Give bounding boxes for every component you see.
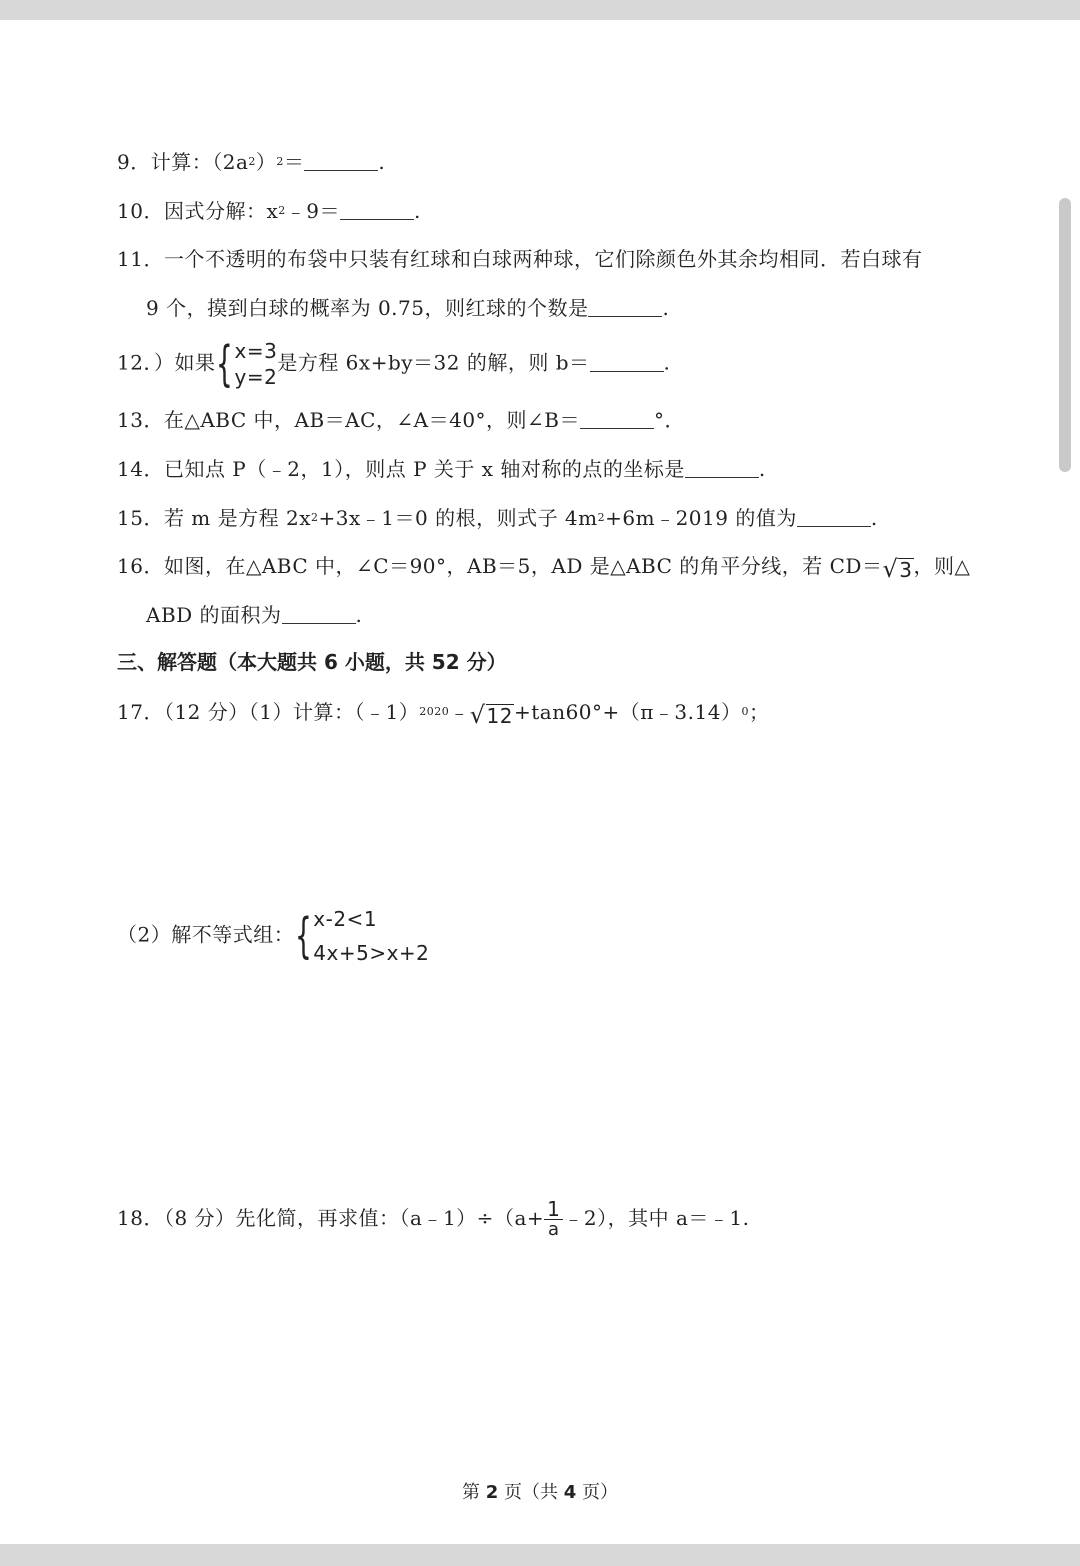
question-text: 因式分解：x xyxy=(163,199,279,223)
question-text: . xyxy=(758,457,766,481)
superscript: 0 xyxy=(741,705,749,718)
question-text: 一个不透明的布袋中只装有红球和白球两种球，它们除颜色外其余均相同．若白球有 xyxy=(163,247,923,271)
question-13 xyxy=(117,406,685,434)
radicand: 12 xyxy=(486,704,513,728)
section-heading: 三、解答题（本大题共 6 小题，共 52 分） xyxy=(117,650,507,674)
question-9 xyxy=(117,148,385,176)
question-text: （8 分）先化简，再求值：（a﹣1）÷（a+ xyxy=(163,1206,545,1230)
question-number: 10． xyxy=(117,199,164,223)
question-number: 18． xyxy=(117,1206,164,1230)
answer-blank[interactable] xyxy=(588,298,662,317)
question-text: ，则△ xyxy=(913,554,971,578)
superscript: 2 xyxy=(276,155,284,168)
question-18 xyxy=(117,1192,749,1244)
question-15 xyxy=(117,504,878,532)
question-text: 若 m 是方程 2x xyxy=(163,506,311,530)
question-number: 16． xyxy=(117,554,164,578)
radical-icon: √ xyxy=(469,701,486,729)
brace-icon: { xyxy=(216,336,234,392)
question-number: 14． xyxy=(117,457,164,481)
question-text: 如图，在△ABC 中，∠C＝90°，AB＝5，AD 是△ABC 的角平分线，若 CD＝ xyxy=(163,554,883,578)
question-text: ﹣2），其中 a＝﹣1. xyxy=(563,1206,750,1230)
question-text: . xyxy=(662,296,670,320)
question-text: ﹣9＝ xyxy=(285,199,340,223)
question-number: 13． xyxy=(117,408,164,432)
fraction xyxy=(544,1199,563,1240)
radicand: 3 xyxy=(899,558,913,582)
question-text: ABD 的面积为 xyxy=(146,603,282,627)
question-text: 9 个，摸到白球的概率为 0.75，则红球的个数是 xyxy=(146,296,589,320)
footer-text: 页） xyxy=(582,1482,618,1503)
question-text: 是方程 6x+by＝32 的解，则 b＝ xyxy=(277,350,590,375)
question-17-part2 xyxy=(117,902,429,970)
answer-blank[interactable] xyxy=(282,605,356,624)
question-11 xyxy=(117,245,922,273)
question-12 xyxy=(117,338,670,390)
question-text: （12 分）（1）计算：（﹣1） xyxy=(163,700,420,724)
answer-blank[interactable] xyxy=(580,410,654,429)
question-text: ）如果 xyxy=(153,350,216,375)
answer-blank[interactable] xyxy=(797,508,871,527)
superscript: 2 xyxy=(311,511,319,524)
denominator: a xyxy=(547,1219,560,1240)
question-text: . xyxy=(413,199,421,223)
question-text: . xyxy=(870,506,878,530)
inequality-line: x-2<1 xyxy=(313,907,378,931)
question-number: 11． xyxy=(117,247,164,271)
question-10 xyxy=(117,197,421,225)
question-text: +6m﹣2019 的值为 xyxy=(605,506,797,530)
superscript: 2 xyxy=(278,204,286,217)
answer-blank[interactable] xyxy=(685,459,759,478)
equation-line: y=2 xyxy=(234,365,278,389)
question-text: （2）解不等式组： xyxy=(117,922,295,947)
superscript: 2020 xyxy=(419,705,450,718)
question-text: 已知点 P（﹣2，1），则点 P 关于 x 轴对称的点的坐标是 xyxy=(163,457,685,481)
question-text: . xyxy=(378,150,386,174)
vertical-scrollbar[interactable] xyxy=(1059,198,1071,472)
question-text: 计算：（2a xyxy=(150,150,249,174)
question-number: 17． xyxy=(117,700,164,724)
numerator: 1 xyxy=(544,1199,563,1220)
question-text: +3x﹣1＝0 的根，则式子 4m xyxy=(318,506,598,530)
question-text: ﹣ xyxy=(449,700,470,724)
question-text: ＝ xyxy=(283,150,305,174)
question-text: +tan60°+（π﹣3.14） xyxy=(513,700,742,724)
question-11-line2 xyxy=(146,294,669,322)
question-text: . xyxy=(663,350,671,375)
question-number: 9． xyxy=(117,150,151,174)
question-text: ； xyxy=(748,700,770,724)
question-text: °． xyxy=(654,408,685,432)
exam-page xyxy=(0,20,1080,1544)
question-16-line2 xyxy=(146,601,362,629)
question-text: ） xyxy=(255,150,277,174)
question-text: 在△ABC 中，AB＝AC，∠A＝40°，则∠B＝ xyxy=(163,408,580,432)
page-footer xyxy=(0,1480,1080,1506)
radical-icon: √ xyxy=(882,555,899,583)
equation-line: x=3 xyxy=(234,339,278,363)
page-number: 2 xyxy=(485,1482,499,1503)
brace-icon: { xyxy=(295,908,313,964)
square-root xyxy=(470,703,514,727)
total-pages: 4 xyxy=(563,1482,577,1503)
answer-blank[interactable] xyxy=(304,152,378,171)
superscript: 2 xyxy=(597,511,606,524)
answer-blank[interactable] xyxy=(340,201,414,220)
inequality-system xyxy=(294,902,429,970)
footer-text: 第 xyxy=(462,1482,480,1503)
question-16 xyxy=(117,552,970,581)
answer-blank[interactable] xyxy=(590,353,664,372)
footer-text: 页（共 xyxy=(504,1482,558,1503)
question-17 xyxy=(117,698,769,727)
square-root xyxy=(882,557,913,581)
question-number: 12． xyxy=(117,350,154,375)
inequality-line: 4x+5>x+2 xyxy=(313,941,430,965)
superscript: 2 xyxy=(248,155,256,168)
question-text: . xyxy=(355,603,363,627)
question-14 xyxy=(117,455,766,483)
question-number: 15． xyxy=(117,506,164,530)
equation-system xyxy=(215,338,277,390)
